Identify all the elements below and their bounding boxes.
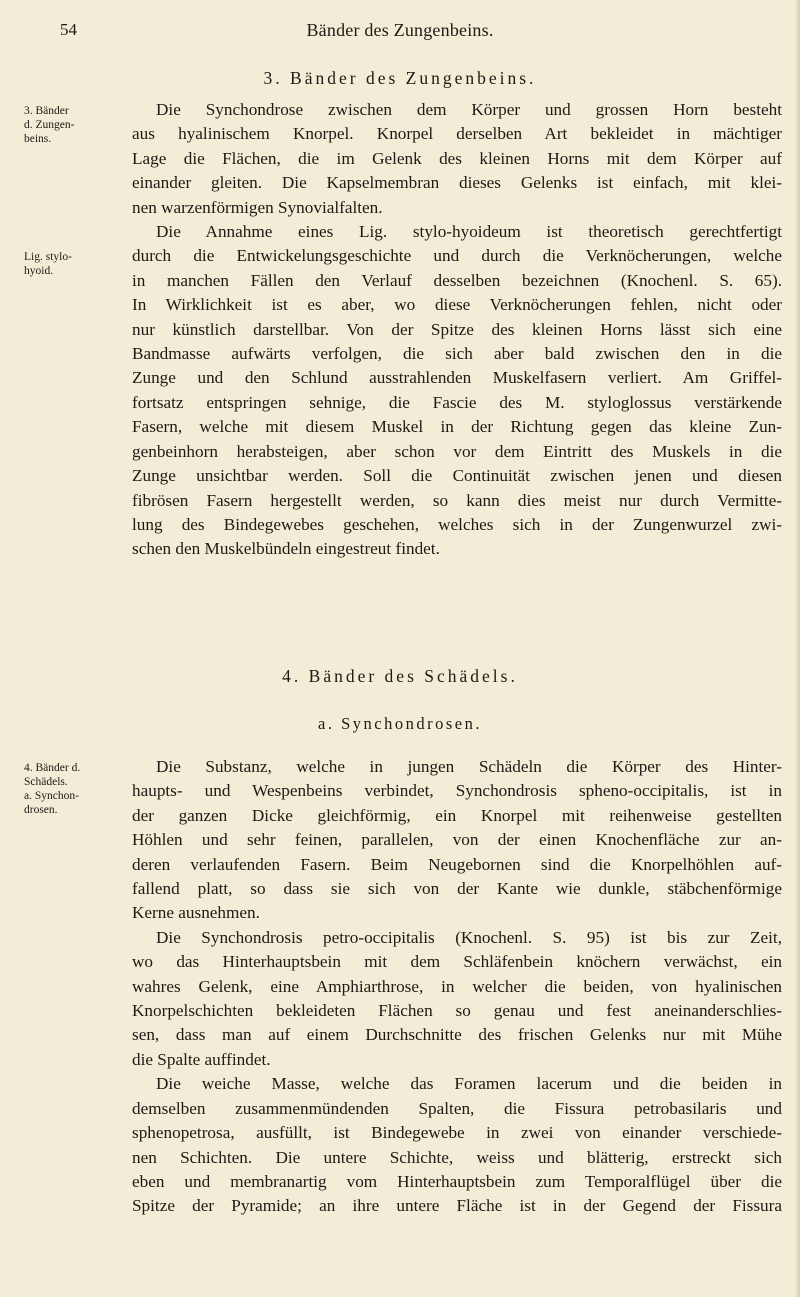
margin-note-line: d. Zungen- xyxy=(24,119,75,131)
text-line: Fasern, welche mit diesem Muskel in der Richtung gegen das kleine Zun- xyxy=(132,417,782,437)
margin-note-schaedel xyxy=(24,761,114,817)
text-line: aus hyalinischem Knorpel. Knorpel derselben Art bekleidet in mächtiger xyxy=(132,124,782,144)
text-line: fibrösen Fasern hergestellt werden, so kann dies meist nur durch Vermitte- xyxy=(132,490,782,510)
text-line: deren verlaufenden Fasern. Beim Neugebornen sind die Knorpelhöhlen auf- xyxy=(132,854,782,874)
running-title: Bänder des Zungenbeins. xyxy=(306,20,494,40)
text-line: fortsatz entspringen sehnige, die Fascie des M. styloglossus verstärkende xyxy=(132,392,782,412)
margin-note-line: Schädels. xyxy=(24,776,68,788)
text-line: wahres Gelenk, eine Amphiarthrose, in welcher die beiden, von hyalinischen xyxy=(132,976,782,996)
text-line: Knorpelschichten bekleideten Flächen so genau und fest aneinanderschlies- xyxy=(132,1001,782,1021)
section-3-text xyxy=(132,98,782,562)
margin-note-line: Lig. stylo- xyxy=(24,251,72,263)
text-line: Die Synchondrose zwischen dem Körper und grossen Horn besteht xyxy=(156,100,782,119)
text-line: Kerne ausnehmen. xyxy=(132,903,260,923)
text-line: Höhlen und sehr feinen, parallelen, von der einen Knochenfläche zur an- xyxy=(132,830,782,850)
text-line: Spitze der Pyramide; an ihre untere Fläche ist in der Gegend der Fissura xyxy=(132,1196,782,1216)
text-line: demselben zusammenmündenden Spalten, die Fissura petrobasilaris und xyxy=(132,1098,782,1118)
margin-note-line: 3. Bänder xyxy=(24,105,69,117)
text-line: Die Annahme eines Lig. stylo-hyoideum ist theoretisch gerechtfertigt xyxy=(156,222,782,242)
margin-note-zungenbein xyxy=(24,104,114,146)
section-4a-subheading: a. Synchondrosen. xyxy=(318,714,482,733)
text-line: sphenopetrosa, ausfüllt, ist Bindegewebe in zwei von einander verschiede- xyxy=(132,1123,782,1143)
text-line: Die Synchondrosis petro-occipitalis (Knochenl. S. 95) ist bis zur Zeit, xyxy=(156,927,782,947)
text-line: Zunge unsichtbar werden. Soll die Continuität zwischen jenen und diesen xyxy=(132,466,782,486)
text-line: In Wirklichkeit ist es aber, wo diese Verknöcherungen fehlen, nicht oder xyxy=(132,295,782,315)
text-line: Bandmasse aufwärts verfolgen, die sich aber bald zwischen den in die xyxy=(132,344,782,364)
text-line: eben und membranartig vom Hinterhauptsbein zum Temporalflügel über die xyxy=(132,1171,782,1191)
text-line: schen den Muskelbündeln eingestreut findet. xyxy=(132,539,440,559)
section-3-heading: 3. Bänder des Zungenbeins. xyxy=(263,68,537,88)
margin-note-lig-stylohyoid xyxy=(24,250,114,278)
page-edge-shadow xyxy=(795,0,800,1297)
text-line: Die weiche Masse, welche das Foramen lacerum und die beiden in xyxy=(156,1074,782,1094)
margin-note-line: hyoid. xyxy=(24,265,54,277)
margin-note-line: 4. Bänder d. xyxy=(24,762,81,774)
page-number: 54 xyxy=(60,20,77,39)
text-line: in manchen Fällen den Verlauf desselben bezeichnen (Knochenl. S. 65). xyxy=(132,270,782,290)
text-line: genbeinhorn herabsteigen, aber schon vor dem Eintritt des Muskels in die xyxy=(132,441,782,461)
text-line: nen Schichten. Die untere Schichte, weiss und blätterig, erstreckt sich xyxy=(132,1147,782,1167)
text-line: die Spalte auffindet. xyxy=(132,1049,271,1069)
text-line: durch die Entwickelungsgeschichte und durch die Verknöcherungen, welche xyxy=(132,246,782,266)
margin-note-line: beins. xyxy=(24,133,52,145)
text-line: sen, dass man auf einem Durchschnitte des frischen Gelenks nur mit Mühe xyxy=(132,1025,782,1045)
text-line: wo das Hinterhauptsbein mit dem Schläfenbein knöchern verwächst, ein xyxy=(132,952,782,972)
text-line: einander gleiten. Die Kapselmembran dieses Gelenks ist einfach, mit klei- xyxy=(132,173,782,193)
margin-note-line: drosen. xyxy=(24,804,58,816)
text-line: nen warzenförmigen Synovialfalten. xyxy=(132,197,383,217)
section-4-text xyxy=(132,755,782,1219)
text-line: fallend platt, so dass sie sich von der Kante wie dunkle, stäbchenförmige xyxy=(132,879,782,899)
text-line: nur künstlich darstellbar. Von der Spitze des kleinen Horns lässt sich eine xyxy=(132,319,782,339)
text-line: Zunge und den Schlund ausstrahlenden Muskelfasern verliert. Am Griffel- xyxy=(132,368,782,388)
section-4-heading: 4. Bänder des Schädels. xyxy=(282,666,518,686)
text-line: Lage die Flächen, die im Gelenk des kleinen Horns mit dem Körper auf xyxy=(132,148,782,168)
margin-note-line: a. Synchon- xyxy=(24,790,79,802)
running-head xyxy=(0,20,800,46)
text-line: der ganzen Dicke gleichförmig, ein Knorpel mit reihenweise gestellten xyxy=(132,805,782,825)
text-line: Die Substanz, welche in jungen Schädeln die Körper des Hinter- xyxy=(156,757,782,776)
text-line: haupts- und Wespenbeins verbindet, Synchondrosis spheno-occipitalis, ist in xyxy=(132,781,782,801)
text-line: lung des Bindegewebes geschehen, welches sich in der Zungenwurzel zwi- xyxy=(132,514,782,534)
